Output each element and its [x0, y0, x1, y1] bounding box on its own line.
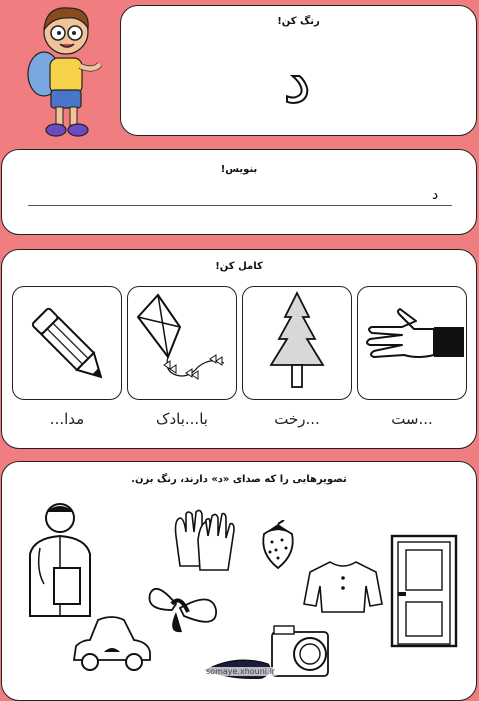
word-derakht: ...رخت: [274, 410, 320, 428]
color-letter-card: [120, 5, 477, 136]
color-letter-title: رنگ کن!: [277, 16, 320, 27]
write-line[interactable]: [28, 205, 452, 206]
gloves-icon[interactable]: [168, 506, 242, 576]
word-medad: مدا...: [49, 410, 85, 428]
color-pictures-title: تصویرهایی را که صدای «د» دارند، رنگ بزن.: [131, 474, 347, 485]
kite-icon: [128, 287, 236, 399]
color-pictures-card: [1, 461, 477, 701]
hand-icon: [358, 287, 466, 399]
tile-hand[interactable]: [357, 286, 467, 400]
tree-icon: [243, 287, 351, 399]
complete-title: کامل کن!: [215, 261, 263, 272]
write-card: [1, 149, 477, 235]
sweater-icon[interactable]: [302, 558, 384, 614]
write-letter: د: [432, 187, 439, 203]
outline-letter[interactable]: د: [283, 44, 311, 117]
pencil-icon: [13, 287, 121, 399]
complete-card: [1, 249, 477, 449]
tile-pencil[interactable]: [12, 286, 122, 400]
tile-kite[interactable]: [127, 286, 237, 400]
door-icon[interactable]: [388, 532, 460, 648]
car-icon[interactable]: [68, 612, 154, 676]
write-title: بنویس!: [220, 164, 258, 175]
word-badbadak: با...بادک: [156, 410, 208, 428]
tile-tree[interactable]: [242, 286, 352, 400]
doctor-icon[interactable]: [10, 498, 110, 618]
cartoon-boy-illustration: [18, 2, 118, 140]
word-dast: ...ست: [391, 410, 433, 428]
watermark: somaye.xhouni.ir: [203, 667, 278, 676]
strawberry-icon[interactable]: [256, 520, 300, 570]
